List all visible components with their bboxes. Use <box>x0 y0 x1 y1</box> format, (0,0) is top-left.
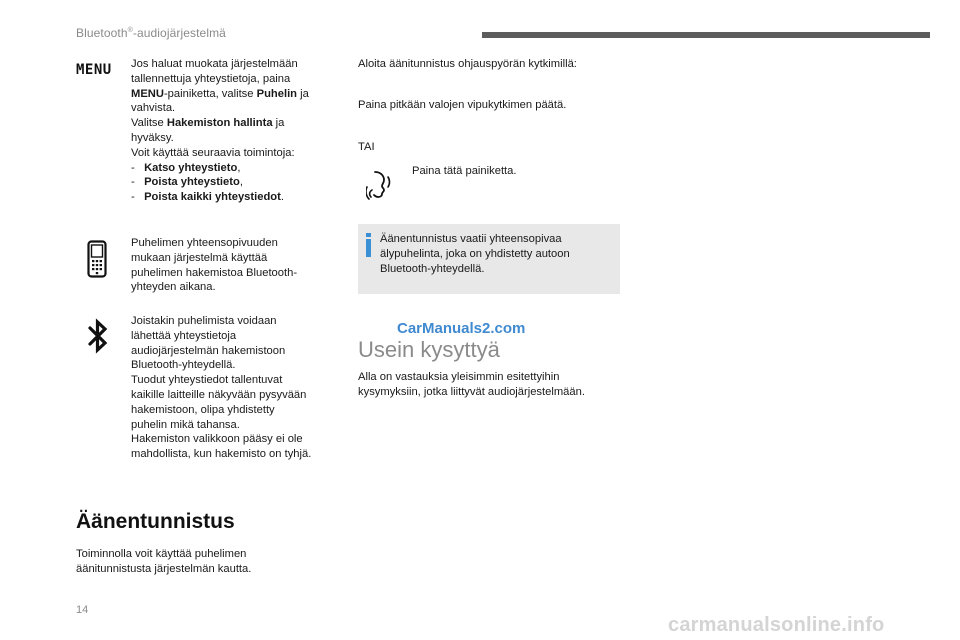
text-line: audiojärjestelmän hakemistoon <box>131 344 286 357</box>
text-line: mahdollista, kun hakemisto on tyhjä. <box>131 448 312 461</box>
text-line: mukaan järjestelmä käyttää <box>131 251 268 264</box>
page-header-title <box>76 26 226 40</box>
or-separator: TAI <box>358 141 375 153</box>
text-line: Alla on vastauksia yleisimmin esitettyihin <box>358 371 560 383</box>
text-line: puhelin mikä tahansa. <box>131 418 240 431</box>
voice-command-icon <box>366 168 398 205</box>
list-item-label: Poista kaikki yhteystiedot <box>144 191 281 204</box>
phone-keyword: Puhelin <box>256 87 298 100</box>
text-line <box>131 116 336 131</box>
bluetooth-contacts-text <box>131 314 341 462</box>
list-item-punct: , <box>237 161 241 174</box>
text-line: äänitunnistusta järjestelmän kautta. <box>76 562 252 575</box>
list-dash: - <box>131 161 135 174</box>
watermark-link[interactable]: CarManuals2.com <box>397 320 526 337</box>
list-dash: - <box>131 176 135 189</box>
list-item-label: Katso yhteystieto <box>144 161 238 174</box>
list-item-label: Poista yhteystieto <box>144 176 240 189</box>
info-note-text <box>380 232 612 276</box>
menu-keyword: MENU <box>131 87 164 100</box>
header-title-rest: -audiojärjestelmä <box>132 26 226 40</box>
text-line: Bluetooth-yhteydellä. <box>131 359 236 372</box>
text-fragment: -painiketta, valitse <box>163 87 257 100</box>
stalk-press-instruction: Paina pitkään valojen vipukytkimen päätä. <box>358 99 567 111</box>
text-line: puhelimen hakemistoa Bluetooth- <box>131 266 298 279</box>
text-line: hyväksy. <box>131 131 174 144</box>
phone-icon <box>86 240 108 283</box>
list-dash: - <box>131 191 135 204</box>
section-heading-voice-recognition: Äänentunnistus <box>76 510 235 533</box>
section-heading-faq: Usein kysyttyä <box>358 337 500 362</box>
text-line: Äänentunnistus vaatii yhteensopivaa <box>380 233 562 245</box>
text-line: yhteyden aikana. <box>131 281 216 294</box>
voice-start-instruction: Aloita äänitunnistus ohjauspyörän kytkimillä: <box>358 58 577 70</box>
header-title-registered: ® <box>127 27 133 34</box>
contacts-edit-instructions <box>131 57 336 205</box>
header-rule <box>482 32 930 38</box>
bluetooth-icon <box>87 318 109 359</box>
text-line: Tuodut yhteystiedot tallentuvat <box>131 374 283 387</box>
list-item <box>131 175 336 190</box>
footer-watermark: carmanualsonline.info <box>668 614 885 636</box>
text-line: vahvista. <box>131 102 176 115</box>
list-item-punct: , <box>239 176 243 189</box>
faq-intro-text <box>358 370 628 400</box>
press-button-instruction: Paina tätä painiketta. <box>412 165 517 177</box>
text-line: Joistakin puhelimista voidaan <box>131 315 277 327</box>
text-line: Toiminnolla voit käyttää puhelimen <box>76 548 247 560</box>
text-line: Voit käyttää seuraavia toimintoja: <box>131 146 295 159</box>
text-line: lähettää yhteystietoja <box>131 329 237 342</box>
text-line: Puhelimen yhteensopivuuden <box>131 237 278 249</box>
text-line: kaikille laitteille näkyvään pysyvään <box>131 388 307 401</box>
list-item <box>131 161 336 176</box>
text-line: Jos haluat muokata järjestelmään <box>131 58 298 70</box>
list-item <box>131 190 336 205</box>
text-line: älypuhelinta, joka on yhdistetty autoon <box>380 247 570 260</box>
text-line: kysymyksiin, jotka liittyvät audiojärjestelmään. <box>358 385 585 398</box>
text-fragment: ja <box>297 87 309 100</box>
list-item-punct: . <box>280 191 284 204</box>
page-number: 14 <box>76 604 89 616</box>
menu-icon: MENU <box>76 62 112 78</box>
text-line: Hakemiston valikkoon pääsy ei ole <box>131 433 303 446</box>
text-fragment: Valitse <box>131 117 167 130</box>
phone-compatibility-text <box>131 236 336 295</box>
text-line <box>131 87 336 102</box>
header-title-main: Bluetooth <box>76 26 128 40</box>
directory-management-keyword: Hakemiston hallinta <box>166 117 273 130</box>
text-line: tallennettuja yhteystietoja, paina <box>131 72 291 85</box>
voice-recognition-text <box>76 547 306 577</box>
info-icon <box>366 233 371 257</box>
text-line: Bluetooth-yhteydellä. <box>380 262 485 275</box>
text-fragment: ja <box>272 117 285 130</box>
text-line: hakemistoon, olipa yhdistetty <box>131 403 275 416</box>
